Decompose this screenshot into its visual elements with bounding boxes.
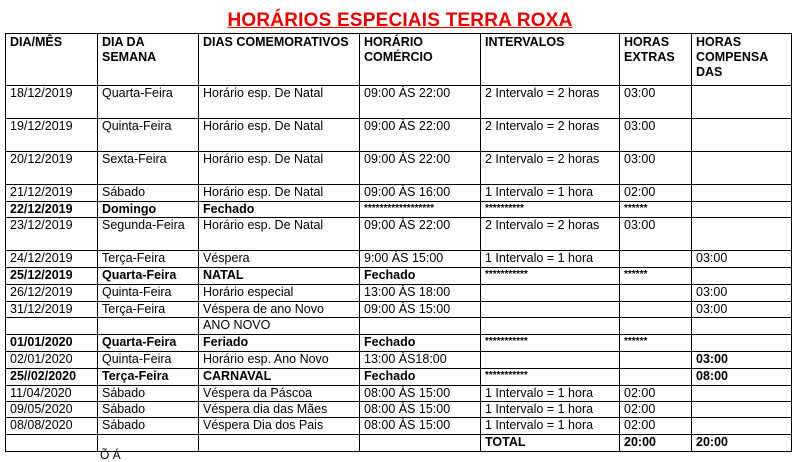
dia-mes-cell: 25//02/2020 xyxy=(6,369,98,386)
table-row xyxy=(6,352,792,369)
table-row xyxy=(6,302,792,318)
dia-semana-cell: Quinta-Feira xyxy=(98,285,199,302)
horario-cell: 09:00 ÀS 22:00 xyxy=(360,218,481,251)
horas-compensadas-cell xyxy=(692,268,792,285)
horario-cell: 08:00 ÀS 15:00 xyxy=(360,402,481,418)
horario-cell: 9:00 ÀS 15:00 xyxy=(360,251,481,268)
horas-compensadas-cell: 03:00 xyxy=(692,352,792,369)
horas-extras-cell: 03:00 xyxy=(620,218,692,251)
horario-cell: 09:00 ÀS 22:00 xyxy=(360,152,481,185)
comemorativo-cell: Horário especial xyxy=(199,285,360,302)
comemorativo-cell: ANO NOVO xyxy=(199,318,360,335)
horas-compensadas-cell: 03:00 xyxy=(692,302,792,318)
horas-extras-cell: ****** xyxy=(620,335,692,352)
dia-semana-cell: Segunda-Feira xyxy=(98,218,199,251)
horas-extras-cell xyxy=(620,251,692,268)
horas-compensadas-cell xyxy=(692,386,792,402)
dia-mes-cell: 20/12/2019 xyxy=(6,152,98,185)
dia-mes-cell: 31/12/2019 xyxy=(6,302,98,318)
horas-compensadas-cell xyxy=(692,402,792,418)
header-dia-semana: DIA DA SEMANA xyxy=(98,34,199,86)
horas-extras-cell: 03:00 xyxy=(620,86,692,119)
dia-mes-cell: 11/04/2020 xyxy=(6,386,98,402)
horario-cell: Fechado xyxy=(360,268,481,285)
intervalo-cell: 2 Intervalo = 2 horas xyxy=(481,119,620,152)
intervalo-cell xyxy=(481,318,620,335)
empty-cell xyxy=(360,435,481,452)
horario-cell: 09:00 ÀS 16:00 xyxy=(360,185,481,202)
total-label: TOTAL xyxy=(481,435,620,452)
horario-cell: 13:00 ÀS 18:00 xyxy=(360,285,481,302)
intervalo-cell xyxy=(481,285,620,302)
header-dias-comemorativos: DIAS COMEMORATIVOS xyxy=(199,34,360,86)
horas-compensadas-cell: 03:00 xyxy=(692,285,792,302)
dia-mes-cell: 22/12/2019 xyxy=(6,202,98,218)
page-title: HORÁRIOS ESPECIAIS TERRA ROXA xyxy=(227,10,573,31)
dia-mes-cell: 08/08/2020 xyxy=(6,418,98,435)
table-row xyxy=(6,185,792,202)
horas-compensadas-cell xyxy=(692,185,792,202)
comemorativo-cell: Horário esp. De Natal xyxy=(199,119,360,152)
comemorativo-cell: CARNAVAL xyxy=(199,369,360,386)
intervalo-cell: 1 Intervalo = 1 hora xyxy=(481,418,620,435)
dia-semana-cell: Terça-Feira xyxy=(98,369,199,386)
dia-semana-cell: Sexta-Feira xyxy=(98,152,199,185)
horario-cell: Fechado xyxy=(360,335,481,352)
table-row xyxy=(6,86,792,119)
comemorativo-cell: NATAL xyxy=(199,268,360,285)
header-row xyxy=(6,34,792,86)
comemorativo-cell: Horário esp. De Natal xyxy=(199,86,360,119)
horas-extras-cell: 02:00 xyxy=(620,402,692,418)
horas-compensadas-cell xyxy=(692,202,792,218)
dia-mes-cell: 02/01/2020 xyxy=(6,352,98,369)
intervalo-cell: 1 Intervalo = 1 hora xyxy=(481,251,620,268)
dia-semana-cell: Quarta-Feira xyxy=(98,335,199,352)
horas-compensadas-cell: 03:00 xyxy=(692,251,792,268)
total-horas-extras: 20:00 xyxy=(620,435,692,452)
horario-cell: 09:00 ÀS 22:00 xyxy=(360,119,481,152)
dia-mes-cell xyxy=(6,318,98,335)
dia-semana-cell xyxy=(98,318,199,335)
intervalo-cell: *********** xyxy=(481,268,620,285)
comemorativo-cell: Feriado xyxy=(199,335,360,352)
horas-compensadas-cell xyxy=(692,318,792,335)
dia-semana-cell: Quarta-Feira xyxy=(98,268,199,285)
horas-extras-cell: ****** xyxy=(620,268,692,285)
footer-text: Õ Á xyxy=(100,448,121,462)
horario-cell: 08:00 ÀS 15:00 xyxy=(360,418,481,435)
dia-semana-cell: Sábado xyxy=(98,185,199,202)
dia-semana-cell: Quinta-Feira xyxy=(98,352,199,369)
horas-extras-cell xyxy=(620,352,692,369)
table-row xyxy=(6,268,792,285)
dia-mes-cell: 26/12/2019 xyxy=(6,285,98,302)
intervalo-cell xyxy=(481,302,620,318)
table-row xyxy=(6,152,792,185)
intervalo-cell: *********** xyxy=(481,369,620,386)
schedule-table xyxy=(5,33,792,452)
horario-cell: 09:00 ÀS 22:00 xyxy=(360,86,481,119)
dia-mes-cell: 21/12/2019 xyxy=(6,185,98,202)
table-row xyxy=(6,318,792,335)
horas-extras-cell: 02:00 xyxy=(620,185,692,202)
horario-cell: Fechado xyxy=(360,369,481,386)
horas-compensadas-cell xyxy=(692,86,792,119)
dia-semana-cell: Sábado xyxy=(98,402,199,418)
header-dia-mes: DIA/MÊS xyxy=(6,34,98,86)
dia-semana-cell: Domingo xyxy=(98,202,199,218)
horas-extras-cell: ****** xyxy=(620,202,692,218)
dia-semana-cell: Quinta-Feira xyxy=(98,119,199,152)
comemorativo-cell: Fechado xyxy=(199,202,360,218)
horas-extras-cell: 02:00 xyxy=(620,386,692,402)
horas-compensadas-cell xyxy=(692,218,792,251)
dia-mes-cell: 23/12/2019 xyxy=(6,218,98,251)
horas-compensadas-cell xyxy=(692,152,792,185)
horas-extras-cell xyxy=(620,318,692,335)
table-row xyxy=(6,285,792,302)
intervalo-cell: 2 Intervalo = 2 horas xyxy=(481,152,620,185)
table-row xyxy=(6,202,792,218)
dia-mes-cell: 18/12/2019 xyxy=(6,86,98,119)
header-horario-comercio: HORÁRIO COMÉRCIO xyxy=(360,34,481,86)
intervalo-cell: 2 Intervalo = 2 horas xyxy=(481,218,620,251)
table-row xyxy=(6,418,792,435)
header-intervalos: INTERVALOS xyxy=(481,34,620,86)
horas-extras-cell xyxy=(620,285,692,302)
comemorativo-cell: Horário esp. De Natal xyxy=(199,152,360,185)
intervalo-cell: 1 Intervalo = 1 hora xyxy=(481,402,620,418)
dia-semana-cell: Terça-Feira xyxy=(98,302,199,318)
horario-cell: 08:00 ÀS 15:00 xyxy=(360,386,481,402)
intervalo-cell xyxy=(481,352,620,369)
dia-mes-cell: 01/01/2020 xyxy=(6,335,98,352)
dia-semana-cell: Sábado xyxy=(98,386,199,402)
intervalo-cell: 1 Intervalo = 1 hora xyxy=(481,386,620,402)
horas-compensadas-cell: 08:00 xyxy=(692,369,792,386)
dia-mes-cell: 25/12/2019 xyxy=(6,268,98,285)
comemorativo-cell: Véspera dia das Mães xyxy=(199,402,360,418)
comemorativo-cell: Horário esp. Ano Novo xyxy=(199,352,360,369)
horas-extras-cell xyxy=(620,302,692,318)
horas-compensadas-cell xyxy=(692,335,792,352)
table-row xyxy=(6,218,792,251)
header-horas-compensadas: HORAS COMPENSA DAS xyxy=(692,34,792,86)
comemorativo-cell: Horário esp. De Natal xyxy=(199,218,360,251)
horas-extras-cell: 03:00 xyxy=(620,152,692,185)
dia-mes-cell: 19/12/2019 xyxy=(6,119,98,152)
horas-extras-cell xyxy=(620,369,692,386)
intervalo-cell: *********** xyxy=(481,335,620,352)
dia-semana-cell: Quarta-Feira xyxy=(98,86,199,119)
intervalo-cell: ********** xyxy=(481,202,620,218)
intervalo-cell: 2 Intervalo = 2 horas xyxy=(481,86,620,119)
horas-extras-cell: 02:00 xyxy=(620,418,692,435)
table-row xyxy=(6,335,792,352)
horas-extras-cell: 03:00 xyxy=(620,119,692,152)
table-row xyxy=(6,386,792,402)
dia-mes-cell: 09/05/2020 xyxy=(6,402,98,418)
comemorativo-cell: Véspera Dia dos Pais xyxy=(199,418,360,435)
horario-cell: ****************** xyxy=(360,202,481,218)
intervalo-cell: 1 Intervalo = 1 hora xyxy=(481,185,620,202)
comemorativo-cell: Véspera xyxy=(199,251,360,268)
horario-cell xyxy=(360,318,481,335)
empty-cell xyxy=(6,435,98,452)
total-row xyxy=(6,435,792,452)
table-row xyxy=(6,402,792,418)
total-horas-compensadas: 20:00 xyxy=(692,435,792,452)
table-row xyxy=(6,369,792,386)
horas-compensadas-cell xyxy=(692,418,792,435)
comemorativo-cell: Véspera da Páscoa xyxy=(199,386,360,402)
empty-cell xyxy=(199,435,360,452)
dia-mes-cell: 24/12/2019 xyxy=(6,251,98,268)
header-horas-extras: HORAS EXTRAS xyxy=(620,34,692,86)
horas-compensadas-cell xyxy=(692,119,792,152)
comemorativo-cell: Horário esp. De Natal xyxy=(199,185,360,202)
table-row xyxy=(6,119,792,152)
dia-semana-cell: Sábado xyxy=(98,418,199,435)
dia-semana-cell: Terça-Feira xyxy=(98,251,199,268)
horario-cell: 09:00 ÀS 15:00 xyxy=(360,302,481,318)
table-body xyxy=(6,86,792,452)
comemorativo-cell: Véspera de ano Novo xyxy=(199,302,360,318)
horario-cell: 13:00 ÀS18:00 xyxy=(360,352,481,369)
table-row xyxy=(6,251,792,268)
